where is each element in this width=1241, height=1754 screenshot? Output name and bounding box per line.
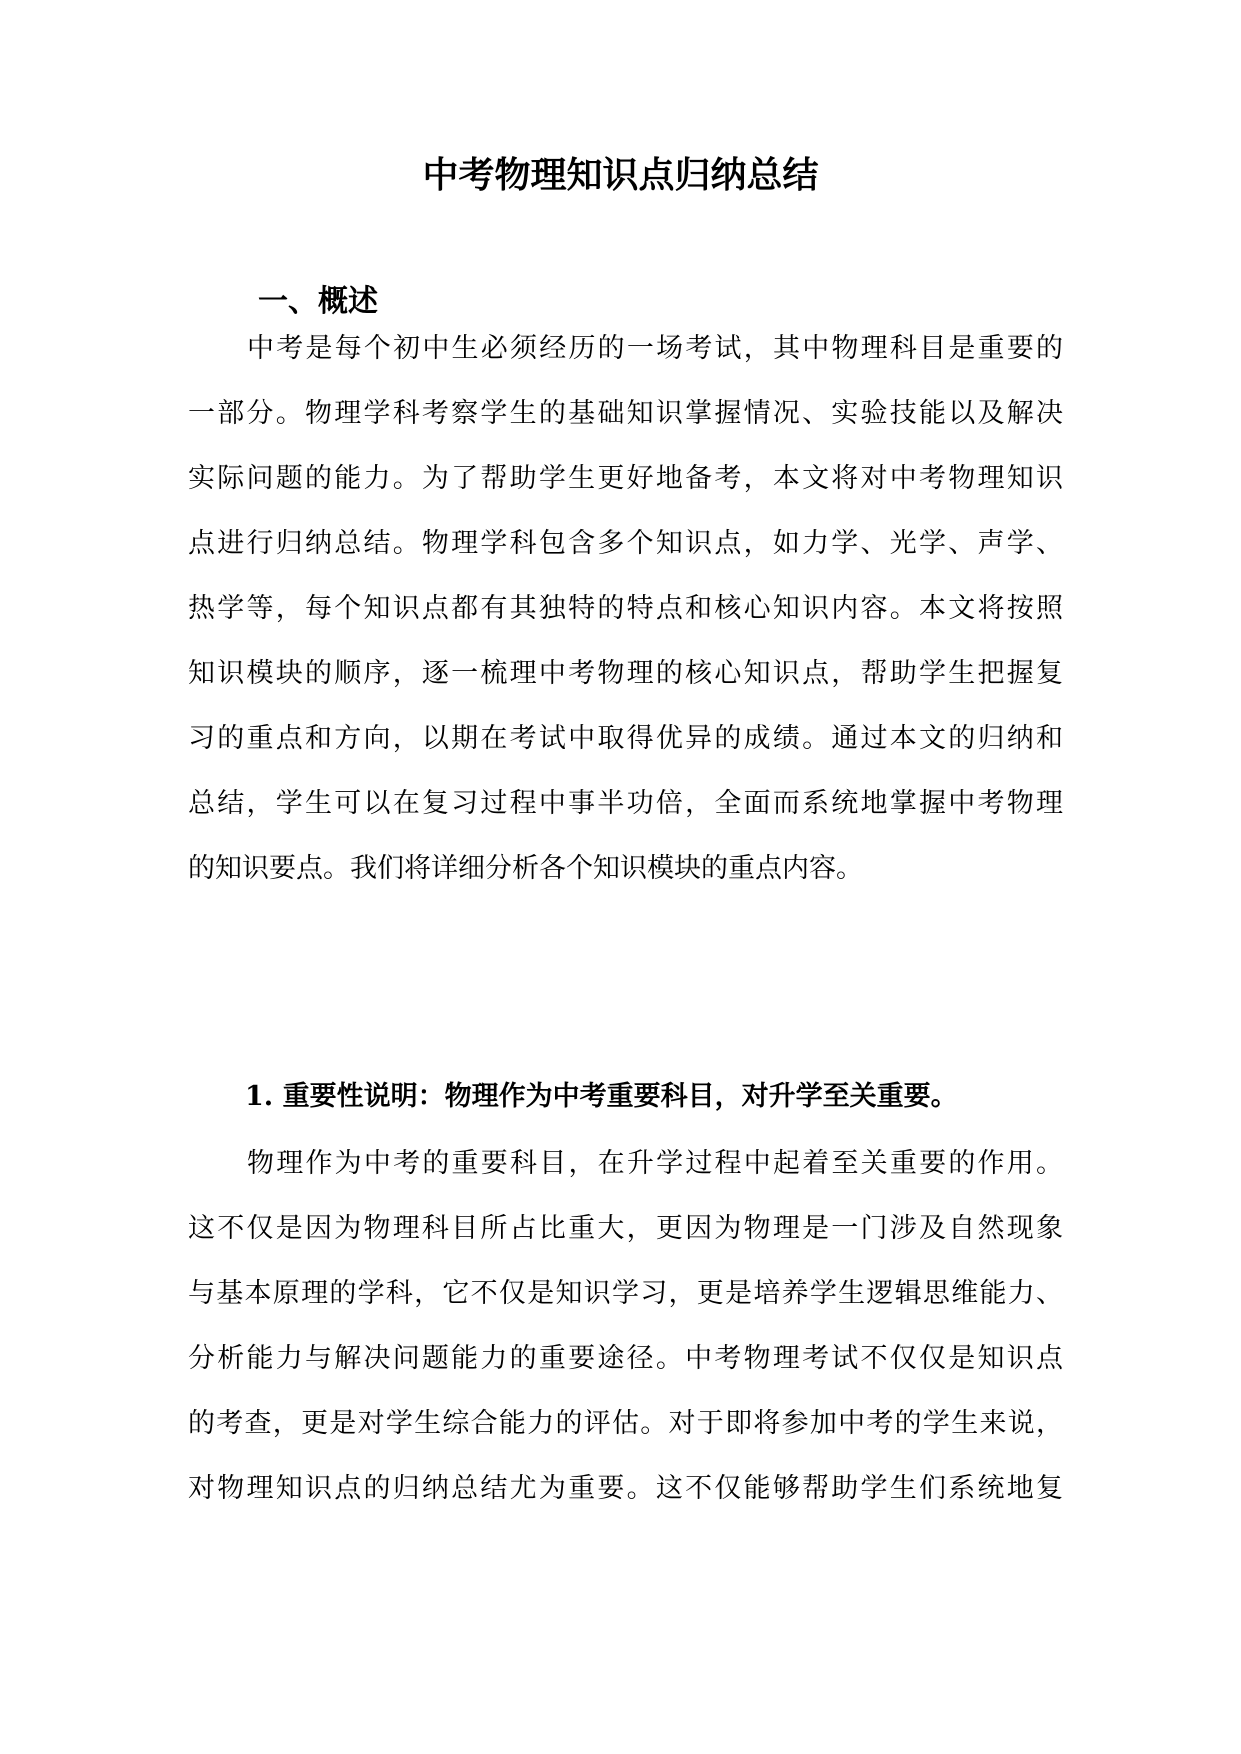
paragraph-line: 热学等，每个知识点都有其独特的特点和核心知识内容。本文将按照 (188, 593, 1063, 624)
paragraph-line: 的考查，更是对学生综合能力的评估。对于即将参加中考的学生来说， (188, 1408, 1063, 1439)
paragraph-line: 对物理知识点的归纳总结尤为重要。这不仅能够帮助学生们系统地复 (188, 1473, 1063, 1504)
paragraph-line: 这不仅是因为物理科目所占比重大，更因为物理是一门涉及自然现象 (188, 1213, 1063, 1244)
importance-subheading: 1. 重要性说明：物理作为中考重要科目，对升学至关重要。 (245, 1081, 958, 1112)
paragraph-line: 点进行归纳总结。物理学科包含多个知识点，如力学、光学、声学、 (188, 528, 1063, 559)
paragraph-line: 习的重点和方向，以期在考试中取得优异的成绩。通过本文的归纳和 (188, 723, 1063, 754)
section-heading-overview: 一、概述 (258, 284, 378, 319)
paragraph-line: 与基本原理的学科，它不仅是知识学习，更是培养学生逻辑思维能力、 (188, 1278, 1063, 1309)
paragraph-line: 中考是每个初中生必须经历的一场考试，其中物理科目是重要的 (247, 333, 1063, 364)
paragraph-line: 知识模块的顺序，逐一梳理中考物理的核心知识点，帮助学生把握复 (188, 658, 1063, 689)
paragraph-line: 物理作为中考的重要科目，在升学过程中起着至关重要的作用。 (247, 1148, 1063, 1179)
paragraph-line: 总结，学生可以在复习过程中事半功倍，全面而系统地掌握中考物理 (188, 788, 1063, 819)
paragraph-line: 实际问题的能力。为了帮助学生更好地备考，本文将对中考物理知识 (188, 463, 1063, 494)
paragraph-line: 一部分。物理学科考察学生的基础知识掌握情况、实验技能以及解决 (188, 398, 1063, 429)
paragraph-line: 的知识要点。我们将详细分析各个知识模块的重点内容。 (188, 853, 863, 884)
document-title: 中考物理知识点归纳总结 (422, 154, 819, 196)
paragraph-line: 分析能力与解决问题能力的重要途径。中考物理考试不仅仅是知识点 (188, 1343, 1063, 1374)
